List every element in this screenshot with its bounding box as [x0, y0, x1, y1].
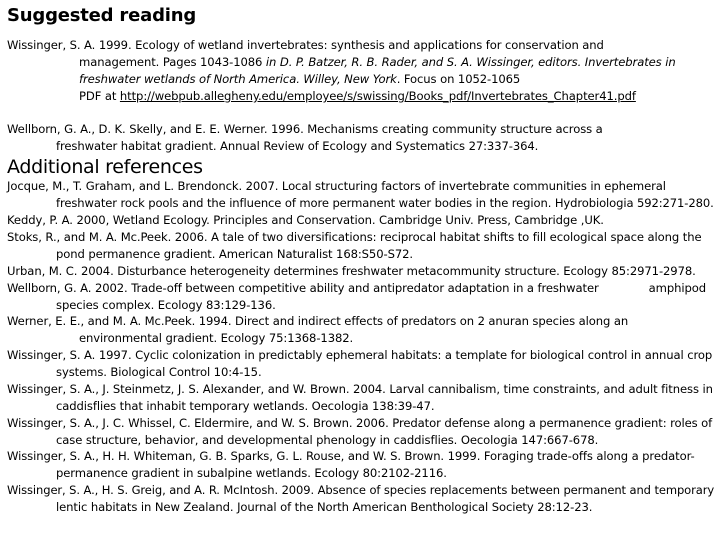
- reference-line: case structure, behavior, and developmental phenology in caddisflies. Oecologia 147:667-678.: [56, 433, 599, 447]
- reference-line: Jocque, M., T. Graham, and L. Brendonck. 2007. Local structuring factors of invertebrate communities in ephemeral: [7, 179, 666, 193]
- reference-line: Wellborn, G. A., D. K. Skelly, and E. E. Werner. 1996. Mechanisms creating community structure across a: [7, 122, 603, 136]
- reference-text: management. Pages 1043-1086: [79, 55, 266, 69]
- reference-line: Keddy, P. A. 2000, Wetland Ecology. Principles and Conservation. Cambridge Univ. Press, Cambridge ,UK.: [7, 213, 604, 227]
- pdf-link[interactable]: http://webpub.allegheny.edu/employee/s/swissing/Books_pdf/Invertebrates_Chapter41.pdf: [119, 89, 636, 103]
- reference-line: Werner, E. E., and M. A. Mc.Peek. 1994. Direct and indirect effects of predators on 2 anuran species along an: [7, 314, 629, 328]
- reference-line: Wissinger, S. A., J. Steinmetz, J. S. Alexander, and W. Brown. 2004. Larval cannibalism, time constraints, and adult fitness in: [7, 382, 713, 396]
- reference-line: freshwater habitat gradient. Annual Review of Ecology and Systematics 27:337-364.: [56, 139, 539, 153]
- reference-line: Wissinger, S. A. 1999. Ecology of wetland invertebrates: synthesis and applications for conservation and: [7, 38, 604, 52]
- reference-line: permanence gradient in subalpine wetlands. Ecology 80:2102-2116.: [56, 466, 447, 480]
- reference-line: [79, 71, 520, 87]
- reference-line: [7, 280, 706, 296]
- reference-italic-text: freshwater wetlands of North America. Willey, New York: [79, 72, 397, 86]
- reference-text: . Focus on 1052-1065: [396, 72, 521, 86]
- additional-references-heading: Additional references: [7, 156, 203, 178]
- reference-line: Wissinger, S. A., H. S. Greig, and A. R. McIntosh. 2009. Absence of species replacements between permanent and temporary: [7, 483, 715, 497]
- reference-line: species complex. Ecology 83:129-136.: [56, 298, 276, 312]
- reference-line: lentic habitats in New Zealand. Journal of the North American Benthological Society 28:12-23.: [56, 500, 593, 514]
- reference-line: freshwater rock pools and the influence of more permanent water bodies in the region. Hydrobiologia 592:271-280.: [56, 196, 714, 210]
- reference-line: Wissinger, S. A., H. H. Whiteman, G. B. Sparks, G. L. Rouse, and W. S. Brown. 1999. Foraging trade-offs along a predator-: [7, 449, 695, 463]
- suggested-reading-heading: Suggested reading: [7, 5, 197, 26]
- reference-text: Wellborn, G. A. 2002. Trade-off between competitive ability and antipredator adaptation in a freshwater: [7, 281, 599, 295]
- reference-line: systems. Biological Control 10:4-15.: [56, 365, 262, 379]
- reference-line: pond permanence gradient. American Naturalist 168:S50-S72.: [56, 247, 413, 261]
- reference-line: [79, 88, 636, 104]
- reference-text: amphipod: [648, 281, 706, 295]
- reference-line: Wissinger, S. A., J. C. Whissel, C. Eldermire, and W. S. Brown. 2006. Predator defense along a permanence gradient: roles of: [7, 416, 713, 430]
- pdf-label: PDF at: [79, 89, 120, 103]
- reference-italic-text: in D. P. Batzer, R. B. Rader, and S. A. Wissinger, editors. Invertebrates in: [265, 55, 676, 69]
- reference-line: [79, 54, 676, 70]
- reference-line: Stoks, R., and M. A. Mc.Peek. 2006. A tale of two diversifications: reciprocal habitat shifts to fill ecological space along the: [7, 230, 702, 244]
- reference-line: caddisflies that inhabit temporary wetlands. Oecologia 138:39-47.: [56, 399, 435, 413]
- reference-line: environmental gradient. Ecology 75:1368-1382.: [79, 331, 354, 345]
- reference-line: Urban, M. C. 2004. Disturbance heterogeneity determines freshwater metacommunity structure. Ecology 85:2971-2978.: [7, 264, 696, 278]
- reference-line: Wissinger, S. A. 1997. Cyclic colonization in predictably ephemeral habitats: a template for biological control in annual crop: [7, 348, 713, 362]
